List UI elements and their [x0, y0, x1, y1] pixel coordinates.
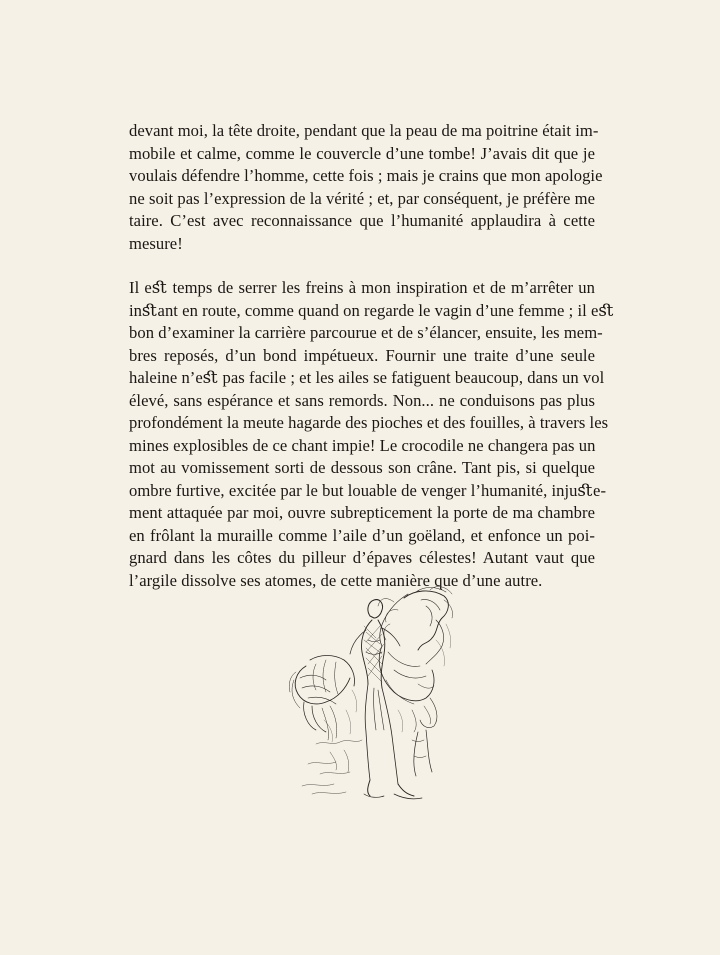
text-line: bon d’examiner la carrière parcourue et de s’élancer, ensuite, les mem-	[129, 323, 603, 342]
text-line: taire. C’est avec reconnaissance que l’humanité applaudira à cette	[129, 211, 595, 230]
text-line: inﬆant en route, comme quand on regarde le vagin d’une femme ; il eﬆ	[129, 300, 614, 320]
text-line: mobile et calme, comme le couvercle d’une tombe! J’avais dit que je	[129, 143, 595, 163]
paragraph-2	[129, 277, 614, 592]
text-line: mines explosibles de ce chant impie! Le crocodile ne changera pas un	[129, 435, 596, 455]
horse-and-figure-etching-icon	[286, 580, 456, 808]
text-line: élevé, sans espérance et sans remords. Non... ne conduisons pas plus	[129, 390, 595, 410]
text-line: bres reposés, d’un bond impétueux. Fournir une traite d’une seule	[129, 345, 595, 365]
text-line: ne soit pas l’expression de la vérité ; et, par conséquent, je préfère me	[129, 188, 595, 208]
text-line: ombre furtive, excitée par le but louable de venger l’humanité, injuﬆe-	[129, 480, 607, 500]
text-line: Il eﬆ temps de serrer les freins à mon inspiration et de m’arrêter un	[129, 278, 595, 297]
text-line: en frôlant la muraille comme l’aile d’un goëland, et enfonce un poi-	[129, 525, 595, 545]
text-line: profondément la meute hagarde des pioches et des fouilles, à travers les	[129, 413, 609, 432]
text-line: ment attaquée par moi, ouvre subrepticement la porte de ma chambre	[129, 503, 595, 522]
text-line: mot au vomissement sorti de dessous son crâne. Tant pis, si quelque	[129, 458, 595, 477]
text-line: l’argile dissolve ses atomes, de cette manière que d’une autre.	[129, 570, 543, 590]
text-line: voulais défendre l’homme, cette fois ; mais je crains que mon apologie	[129, 166, 603, 185]
text-line: mesure!	[129, 233, 183, 253]
text-line: devant moi, la tête droite, pendant que la peau de ma poitrine était im-	[129, 121, 599, 140]
text-line: gnard dans les côtes du pilleur d’épaves célestes! Autant vaut que	[129, 548, 595, 567]
paragraph-1	[129, 120, 603, 255]
text-line: haleine n’eﬆ pas facile ; et les ailes se fatiguent beaucoup, dans un vol	[129, 368, 605, 387]
